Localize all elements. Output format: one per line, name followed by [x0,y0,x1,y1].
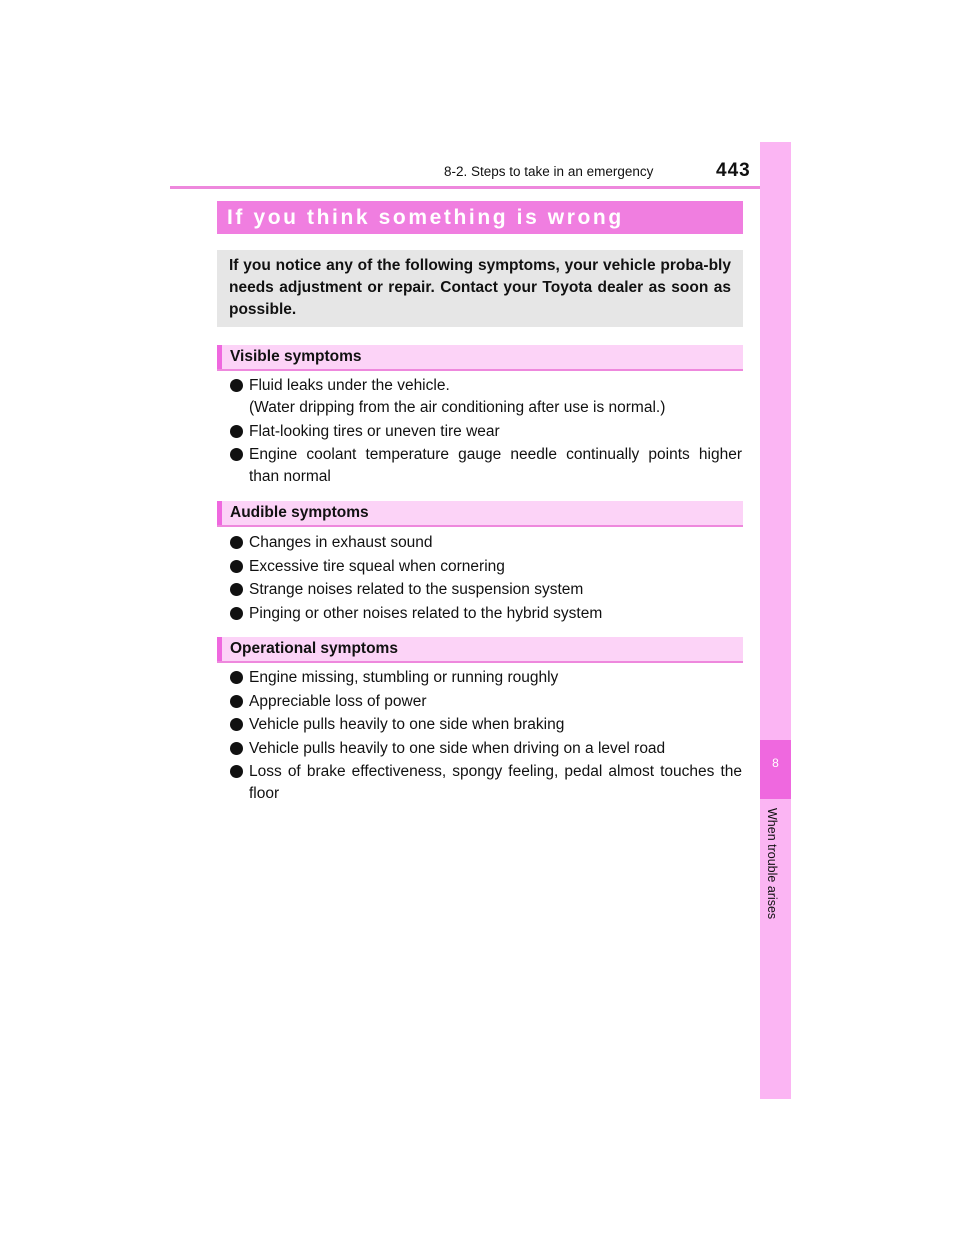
list-item [230,738,742,760]
bullet-icon [230,536,243,549]
intro-box [217,250,743,327]
list-item [230,667,742,689]
list-item-text: Fluid leaks under the vehicle. [249,377,450,394]
list-item-text: Pinging or other noises related to the hybrid system [249,604,603,622]
list-item [230,556,742,578]
list-item-text: Vehicle pulls heavily to one side when driving on a level road [249,739,666,757]
chapter-title: When trouble arises [765,808,779,920]
list-item [230,691,742,713]
list-item-text: Engine missing, stumbling or running roughly [249,669,559,686]
list-item [230,532,742,554]
list-item-text: Excessive tire squeal when cornering [249,557,505,575]
list-item [230,714,742,736]
operational-symptoms-heading [217,637,743,663]
audible-symptoms-list [230,532,742,626]
intro-text: If you notice any of the following symptoms, your vehicle proba-bly needs adjustment or repair. Contact your Toyota dealer as soon as possible. [229,257,731,318]
bullet-icon [230,742,243,755]
list-item-text: Appreciable loss of power [249,692,427,710]
bullet-icon [230,718,243,731]
bullet-icon [230,448,243,461]
bullet-icon [230,583,243,596]
list-item-text: Changes in exhaust sound [249,534,433,551]
list-item-text: Strange noises related to the suspension system [249,581,584,599]
operational-symptoms-list [230,667,742,807]
list-item-text: Vehicle pulls heavily to one side when braking [249,716,565,734]
header-divider [170,186,790,189]
bullet-icon [230,425,243,438]
page-title: If you think something is wrong [227,205,624,229]
bullet-icon [230,379,243,392]
chapter-number: 8 [772,756,779,770]
list-item [230,444,742,488]
bullet-icon [230,671,243,684]
page-number: 443 [716,160,751,181]
list-item-text: Loss of brake effectiveness, spongy feeling, pedal almost touches the floor [249,763,742,803]
list-item [230,603,742,625]
section-heading: Visible symptoms [230,348,362,365]
list-item [230,579,742,601]
list-item [230,421,742,443]
bullet-icon [230,607,243,620]
bullet-icon [230,765,243,778]
list-item [230,761,742,805]
list-item [230,375,742,419]
section-heading: Audible symptoms [230,504,369,521]
section-label: 8-2. Steps to take in an emergency [444,164,654,179]
bullet-icon [230,695,243,708]
visible-symptoms-heading [217,345,743,371]
audible-symptoms-heading [217,501,743,527]
list-item-note: (Water dripping from the air conditioning after use is normal.) [249,399,666,416]
visible-symptoms-list [230,375,742,490]
list-item-text: Flat-looking tires or uneven tire wear [249,422,500,440]
bullet-icon [230,560,243,573]
chapter-side-tab [760,142,791,1099]
page-title-bar [217,201,743,234]
list-item-text: Engine coolant temperature gauge needle continually points higher than normal [249,446,742,486]
section-heading: Operational symptoms [230,640,398,657]
